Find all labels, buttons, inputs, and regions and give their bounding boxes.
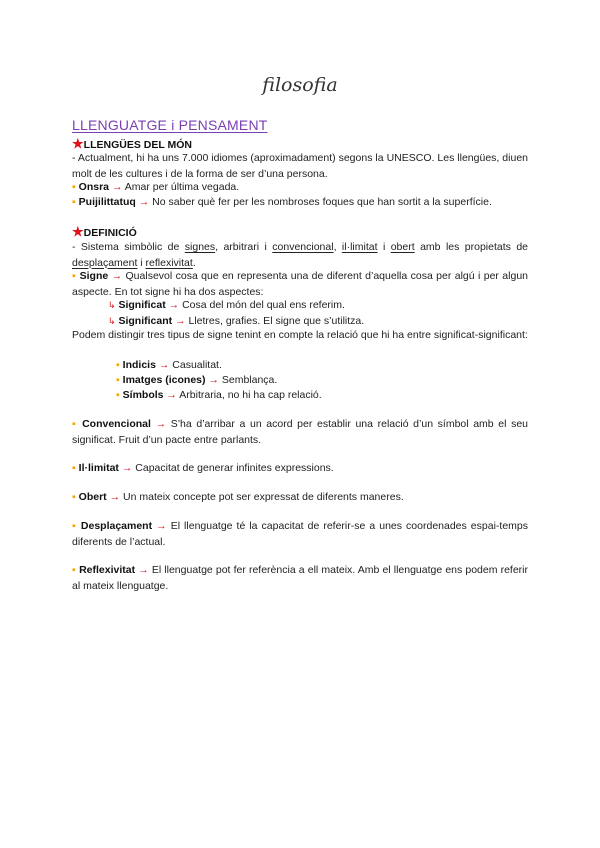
hook-arrow-icon: ↳ <box>108 300 116 310</box>
hook-arrow-icon: ↳ <box>108 316 116 326</box>
property-illimitat: ▪ Il·limitat → Capacitat de generar infinites expressions. <box>72 462 334 474</box>
section-heading-definicio: ★DEFINICIÓ <box>72 224 137 239</box>
bullet-icon: ▪ <box>116 374 120 386</box>
section-heading-llengues: ★LLENGÜES DEL MÓN <box>72 136 192 151</box>
arrow-icon: → <box>155 418 167 430</box>
bullet-icon: ▪ <box>72 418 78 430</box>
arrow-icon: → <box>158 359 170 371</box>
distingir-paragraph: Podem distingir tres tipus de signe tenint en compte la relació que hi ha entre significat-significant: <box>72 329 528 341</box>
bullet-icon: ▪ <box>72 520 77 532</box>
arrow-icon: → <box>111 181 123 193</box>
arrow-icon: → <box>175 315 186 327</box>
property-desplacament: ▪ Desplaçament → El llenguatge té la capacitat de referir-se a unes coordenades espai-temps diferents de l’actual. <box>72 520 529 548</box>
signe-paragraph: ▪ Signe → Qualsevol cosa que en representa una de diferent d’aquella cosa per algú i per algun aspecte. En tot signe hi ha dos aspectes: <box>72 270 528 298</box>
arrow-icon: → <box>111 270 123 282</box>
list-item: ▪ Onsra → Amar per última vegada. <box>72 181 240 193</box>
sub-item-significant: ↳ Significant → Lletres, grafies. El signe que s’utilitza. <box>108 315 365 327</box>
bullet-icon: ▪ <box>116 389 120 401</box>
list-item: ▪ Puijilittatuq → No saber què fer per les nombroses foques que han sortit a la superfície. <box>72 196 492 208</box>
arrow-icon: → <box>208 374 219 386</box>
property-reflexivitat: ▪ Reflexivitat → El llenguatge pot fer referència a ell mateix. Amb el llenguatge ens podem referir al mateix llenguatge. <box>72 564 529 592</box>
bullet-icon: ▪ <box>72 462 76 474</box>
bullet-icon: ▪ <box>72 491 76 503</box>
bullet-icon: ▪ <box>72 270 77 282</box>
bullet-icon: ▪ <box>72 196 76 208</box>
bullet-icon: ▪ <box>72 181 76 193</box>
bullet-icon: ▪ <box>116 359 120 371</box>
arrow-icon: → <box>109 491 121 503</box>
star-icon: ★ <box>72 136 84 151</box>
definition-paragraph: - Sistema simbòlic de signes, arbitrari i convencional, il·limitat i obert amb les propietats de desplaçament i reflexivitat. <box>72 241 529 269</box>
type-item-indicis: ▪ Indicis → Casualitat. <box>116 359 222 371</box>
arrow-icon: → <box>138 196 150 208</box>
arrow-icon: → <box>121 462 133 474</box>
arrow-icon: → <box>156 520 167 532</box>
type-item-simbols: ▪ Símbols → Arbitraria, no hi ha cap relació. <box>116 389 322 401</box>
bullet-icon: ▪ <box>72 564 76 576</box>
property-convencional: ▪ Convencional → S’ha d’arribar a un acord per establir una relació d’un símbol amb el seu significat. Fruit d’un pacte entre parlants. <box>72 418 529 446</box>
type-item-imatges: ▪ Imatges (icones) → Semblança. <box>116 374 278 386</box>
page-title: filosofia <box>262 74 338 96</box>
arrow-icon: → <box>166 389 177 401</box>
arrow-icon: → <box>168 299 180 311</box>
intro-paragraph: - Actualment, hi ha uns 7.000 idiomes (aproximadament) segons la UNESCO. Les llengües, diuen molt de les cultures i de la forma de ser d’una persona. <box>72 152 528 180</box>
main-heading: LLENGUATGE i PENSAMENT <box>72 117 268 133</box>
star-icon: ★ <box>72 224 84 239</box>
property-obert: ▪ Obert → Un mateix concepte pot ser expressat de diferents maneres. <box>72 491 404 503</box>
sub-item-significat: ↳ Significat → Cosa del món del qual ens referim. <box>108 299 345 311</box>
arrow-icon: → <box>138 564 149 576</box>
